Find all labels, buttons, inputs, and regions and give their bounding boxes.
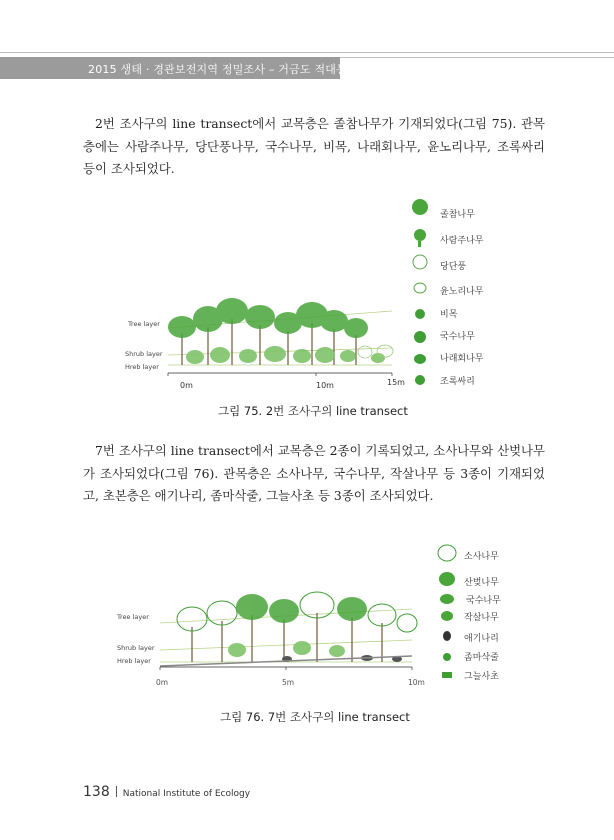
legend-item: 윤노리나무 [440, 287, 484, 297]
legend-item: 나래회나무 [440, 354, 484, 364]
tick-10m: 10m [408, 678, 425, 687]
legend-item: 좀마삭줄 [464, 653, 499, 663]
herb-layer-label: Hreb layer [125, 363, 159, 371]
tick-15m: 15m [387, 378, 405, 387]
paragraph-2-text: 7번 조사구의 line transect에서 교목층은 2종이 기록되었고, 소사나무와 산벚나무가 조사되었다(그림 76). 관목층은 소사나무, 국수나무, 작살나무 등 3종이 기재되었고, 초본층은 애기나리, 좀마삭줄, 그늘사초 등 3종이 조사되었다. [83, 443, 545, 503]
vegetation-profile-2 [160, 592, 417, 666]
footer [83, 781, 250, 800]
legend-item: 조록싸리 [440, 377, 475, 387]
vegetation-profile-1 [168, 298, 393, 365]
legend-item: 소사나무 [464, 552, 499, 562]
layer-labels [116, 613, 155, 665]
herb-layer-label: Hreb layer [117, 657, 151, 665]
shrub-layer-label: Shrub layer [117, 644, 155, 652]
tree-layer-label: Tree layer [128, 320, 160, 328]
figure-76-caption: 그림 76. 7번 조사구의 line transect [220, 710, 410, 724]
tick-10m: 10m [316, 381, 334, 390]
legend-2 [438, 545, 501, 682]
shrub-layer-line [160, 640, 412, 650]
legend-item: 애기나리 [464, 634, 499, 644]
paragraph-2 [83, 440, 545, 508]
running-header: 2015 생태 · 경관보전지역 정밀조사 – 거금도 적대봉 [88, 63, 347, 76]
tree-layer-label: Tree layer [117, 613, 149, 621]
figure-75 [120, 195, 520, 395]
legend-item: 졸참나무 [440, 210, 475, 220]
figure-75-caption: 그림 75. 2번 조사구의 line transect [218, 404, 408, 418]
figure-76 [112, 535, 522, 700]
legend-item: 작살나무 [464, 613, 499, 623]
paragraph-1-text: 2번 조사구의 line transect에서 교목층은 졸참나무가 기재되었다(그림 75). 관목층에는 사람주나무, 당단풍나무, 국수나무, 비목, 나래회나무, 윤노리나무, 조록싸리 등이 조사되었다. [83, 116, 545, 176]
tick-5m: 5m [282, 678, 295, 687]
legend-item: 산벚나무 [464, 578, 499, 588]
legend-item: 당단풍 [440, 262, 467, 272]
legend-item: 국수나무 [466, 596, 501, 606]
legend-1 [412, 199, 484, 387]
footer-separator [116, 786, 117, 797]
page-number: 138 [83, 784, 110, 800]
shrub-layer-label: Shrub layer [125, 350, 163, 358]
tick-0m: 0m [156, 678, 169, 687]
header-rule [340, 57, 614, 58]
layer-labels [125, 320, 163, 371]
publisher-name: National Institute of Ecology [122, 789, 251, 799]
legend-item: 그늘사초 [464, 672, 499, 682]
tick-0m: 0m [180, 381, 193, 390]
paragraph-1 [83, 113, 545, 181]
legend-item: 국수나무 [440, 332, 475, 342]
top-rule [0, 52, 614, 53]
legend-item: 사람주나무 [440, 236, 484, 246]
legend-item: 비목 [440, 310, 458, 320]
